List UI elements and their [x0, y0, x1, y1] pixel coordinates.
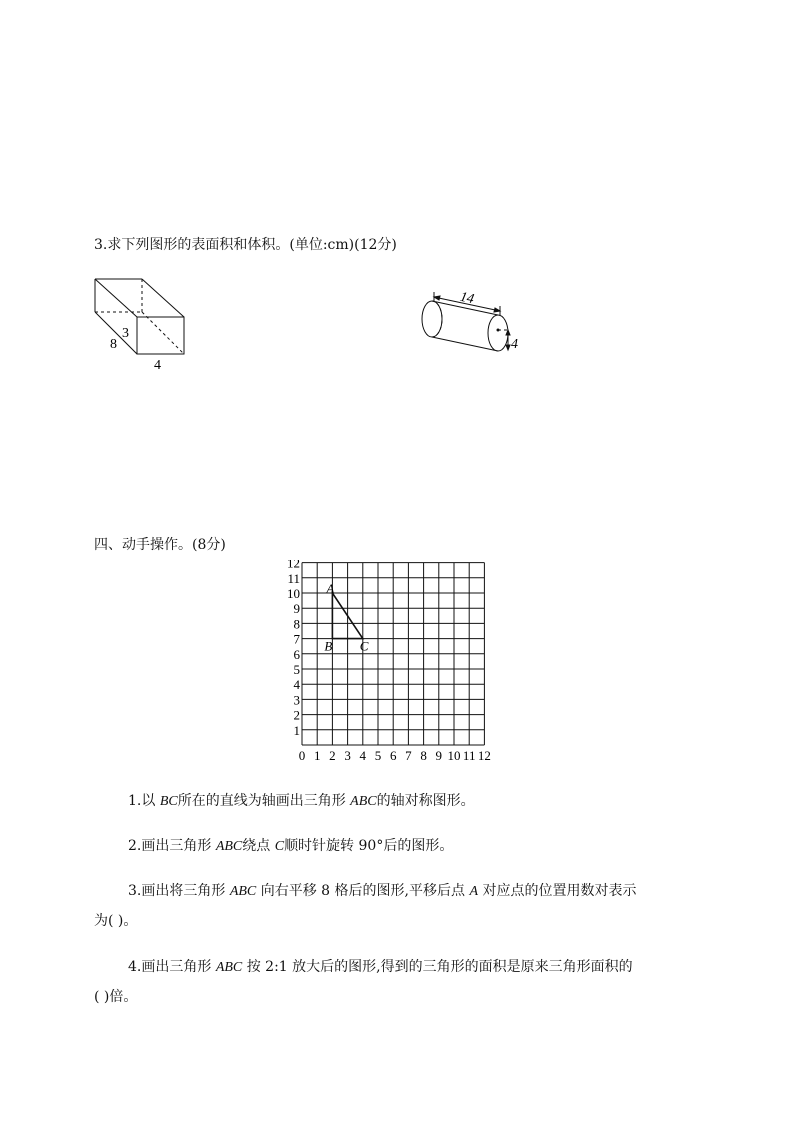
vertex-label-b: B [324, 638, 333, 654]
cuboid-height-label: 3 [122, 326, 129, 341]
instruction-3-answer-blank[interactable]: 为( )。 [94, 913, 138, 929]
vertex-label-a: A [326, 581, 335, 596]
question-3-title: 3.求下列图形的表面积和体积。(单位:cm)(12分) [94, 237, 397, 253]
cuboid-figure [90, 274, 200, 374]
y-tick-label: 3 [293, 692, 300, 708]
instruction-4: 4.画出三角形 ABC 按 2:1 放大后的图形,得到的三角形的面积是原来三角形面积的 [128, 959, 633, 975]
cuboid-depth-label: 8 [110, 337, 117, 352]
x-tick-label: 0 [298, 748, 306, 763]
y-tick-label: 7 [293, 631, 300, 647]
x-tick-label: 3 [344, 748, 351, 763]
coordinate-grid [280, 560, 510, 772]
x-tick-label: 12 [477, 748, 491, 763]
x-tick-label: 6 [389, 748, 397, 763]
x-tick-label: 4 [359, 748, 367, 763]
cylinder-length-label: 14 [458, 289, 476, 308]
x-tick-label: 2 [329, 748, 336, 763]
cylinder-figure [412, 286, 532, 358]
y-tick-label: 11 [287, 570, 300, 586]
x-tick-label: 5 [374, 748, 382, 763]
y-tick-label: 5 [293, 662, 300, 677]
x-tick-label: 8 [420, 748, 427, 763]
y-tick-label: 2 [293, 707, 300, 723]
instruction-1: 1.以 BC所在的直线为轴画出三角形 ABC的轴对称图形。 [128, 793, 475, 809]
y-tick-label: 9 [293, 601, 300, 617]
y-tick-label: 6 [293, 646, 300, 662]
x-tick-label: 11 [462, 748, 476, 763]
x-tick-label: 7 [405, 748, 412, 763]
instruction-2: 2.画出三角形 ABC绕点 C顺时针旋转 90°后的图形。 [128, 838, 454, 854]
y-tick-label: 4 [293, 677, 300, 693]
x-tick-label: 9 [435, 748, 443, 763]
cylinder-diameter-label: 4 [511, 337, 518, 352]
instruction-3: 3.画出将三角形 ABC 向右平移 8 格后的图形,平移后点 A 对应点的位置用数对表示 [128, 883, 637, 899]
y-tick-label: 1 [293, 722, 300, 738]
y-tick-label: 12 [287, 560, 300, 571]
cuboid-width-label: 4 [154, 358, 161, 373]
vertex-label-c: C [359, 638, 369, 654]
y-tick-label: 10 [287, 586, 300, 601]
y-tick-label: 8 [293, 616, 300, 632]
instruction-4-answer-blank[interactable]: ( )倍。 [94, 989, 138, 1005]
x-tick-label: 10 [447, 748, 461, 763]
x-tick-label: 1 [313, 748, 321, 763]
section-4-title: 四、动手操作。(8分) [94, 537, 226, 553]
